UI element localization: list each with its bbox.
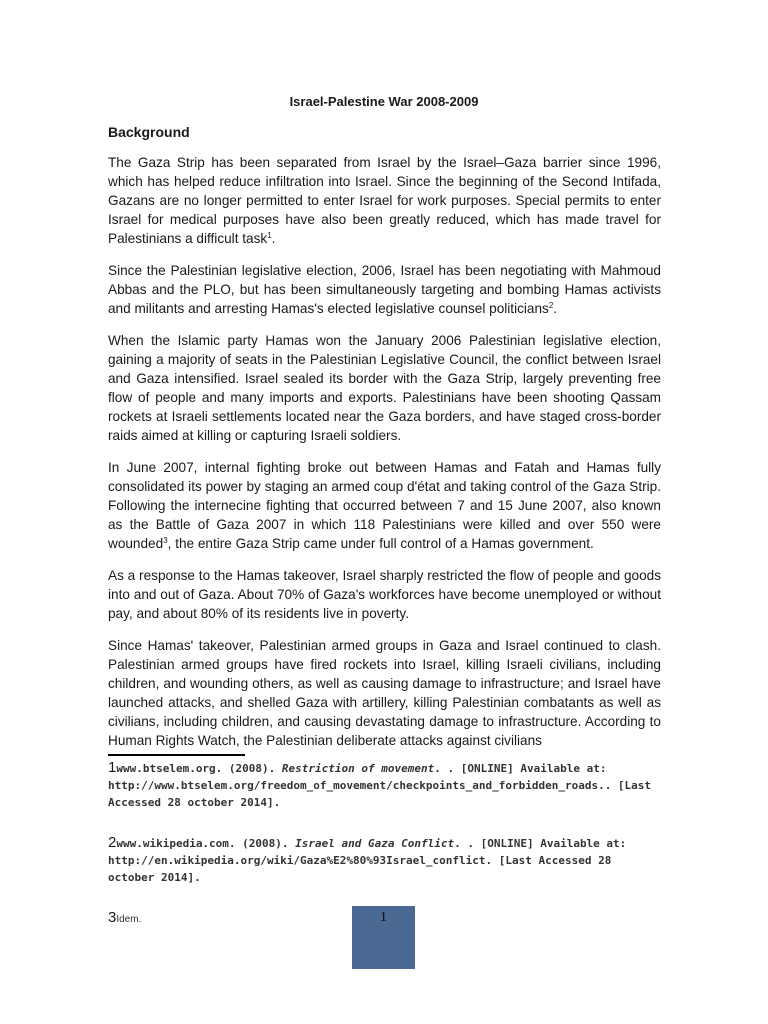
paragraph-5: [108, 566, 661, 623]
footnote-3-number: 3: [108, 909, 117, 926]
footnotes: [108, 759, 661, 928]
paragraph-4: [108, 458, 661, 553]
footnote-2-title: Israel and Gaza Conflict: [295, 837, 455, 850]
footnote-2-number: 2: [108, 834, 117, 851]
section-heading-background: Background: [108, 124, 190, 140]
footnote-1-source: www.btselem.org. (2008).: [116, 762, 282, 775]
footnote-3-text: Idem.: [116, 914, 142, 925]
paragraph-5-text: As a response to the Hamas takeover, Israel sharply restricted the flow of people and goods into and out of Gaza. About 70% of Gaza's workforces have become unemployed or without pay, and about 80% of its residents live in poverty.: [108, 568, 661, 621]
paragraph-1-tail: .: [271, 231, 276, 246]
paragraph-2-tail: .: [553, 301, 558, 316]
footnote-1-rest: . . [ONLINE] Available at: http://www.btselem.org/freedom_of_movement/checkpoints_and_forbidden_roads.. [Last Accessed 28 october 2014].: [108, 762, 652, 809]
paragraph-4-tail: , the entire Gaza Strip came under full control of a Hamas government.: [167, 536, 594, 551]
footnote-1-title: Restriction of movement: [281, 762, 435, 775]
document-title: Israel-Palestine War 2008-2009: [289, 94, 479, 109]
page-number: 1: [380, 910, 387, 925]
footnote-1-number: 1: [108, 759, 117, 776]
paragraph-4-text: In June 2007, internal fighting broke out between Hamas and Fatah and Hamas fully consolidated its power by staging an armed coup d'état and taking control of the Gaza Strip. Following the internecine fighting that occurred between 7 and 15 June 2007, also known as the Battle of Gaza 2007 in which 118 Palestinians were killed and over 550 were wounded: [108, 460, 661, 551]
footnote-2-rest: . . [ONLINE] Available at: http://en.wikipedia.org/wiki/Gaza%E2%80%93Israel_conflict. [Last Accessed 28 october 2014].: [108, 837, 627, 884]
footnote-ref-3[interactable]: 3: [163, 536, 168, 545]
footnote-separator: [108, 754, 245, 756]
paragraph-3: [108, 331, 661, 445]
paragraph-1: [108, 153, 661, 248]
footnote-2-source: www.wikipedia.com. (2008).: [116, 837, 296, 850]
paragraph-2-text: Since the Palestinian legislative election, 2006, Israel has been negotiating with Mahmoud Abbas and the PLO, but has been simultaneously targeting and bombing Hamas activists and militants and arresting Hamas's elected legislative counsel politicians: [108, 263, 661, 316]
body-text: [108, 153, 661, 763]
page-number-box: [352, 906, 415, 969]
footnote-ref-1[interactable]: 1: [267, 231, 272, 240]
paragraph-6-text: Since Hamas' takeover, Palestinian armed groups in Gaza and Israel continued to clash. Palestinian armed groups have fired rockets into Israel, killing Israeli civilians, including children, and wounding others, as well as causing damage to infrastructure; and Israel have launched attacks, and shelled Gaza with artillery, killing Palestinian combatants as well as civilians, including children, and causing devastating damage to infrastructure. According to Human Rights Watch, the Palestinian deliberate attacks against civilians: [108, 638, 661, 748]
paragraph-3-text: When the Islamic party Hamas won the January 2006 Palestinian legislative election, gaining a majority of seats in the Palestinian Legislative Council, the conflict between Israel and Gaza intensified. Israel sealed its border with the Gaza Strip, largely preventing free flow of people and many imports and exports. Palestinians have been shooting Qassam rockets at Israeli settlements located near the Gaza borders, and have staged cross-border raids aimed at killing or capturing Israeli soldiers.: [108, 333, 661, 443]
footnote-1: [108, 759, 661, 811]
paragraph-6: [108, 636, 661, 750]
footnote-ref-2[interactable]: 2: [548, 301, 554, 310]
paragraph-2: [108, 261, 661, 318]
paragraph-1-text: The Gaza Strip has been separated from Israel by the Israel–Gaza barrier since 1996, which has helped reduce infiltration into Israel. Since the beginning of the Second Intifada, Gazans are no longer permitted to enter Israel for work purposes. Special permits to enter Israel for medical purposes have also been greatly reduced, which has made travel for Palestinians a difficult task: [108, 155, 661, 246]
footnote-2: [108, 834, 661, 886]
